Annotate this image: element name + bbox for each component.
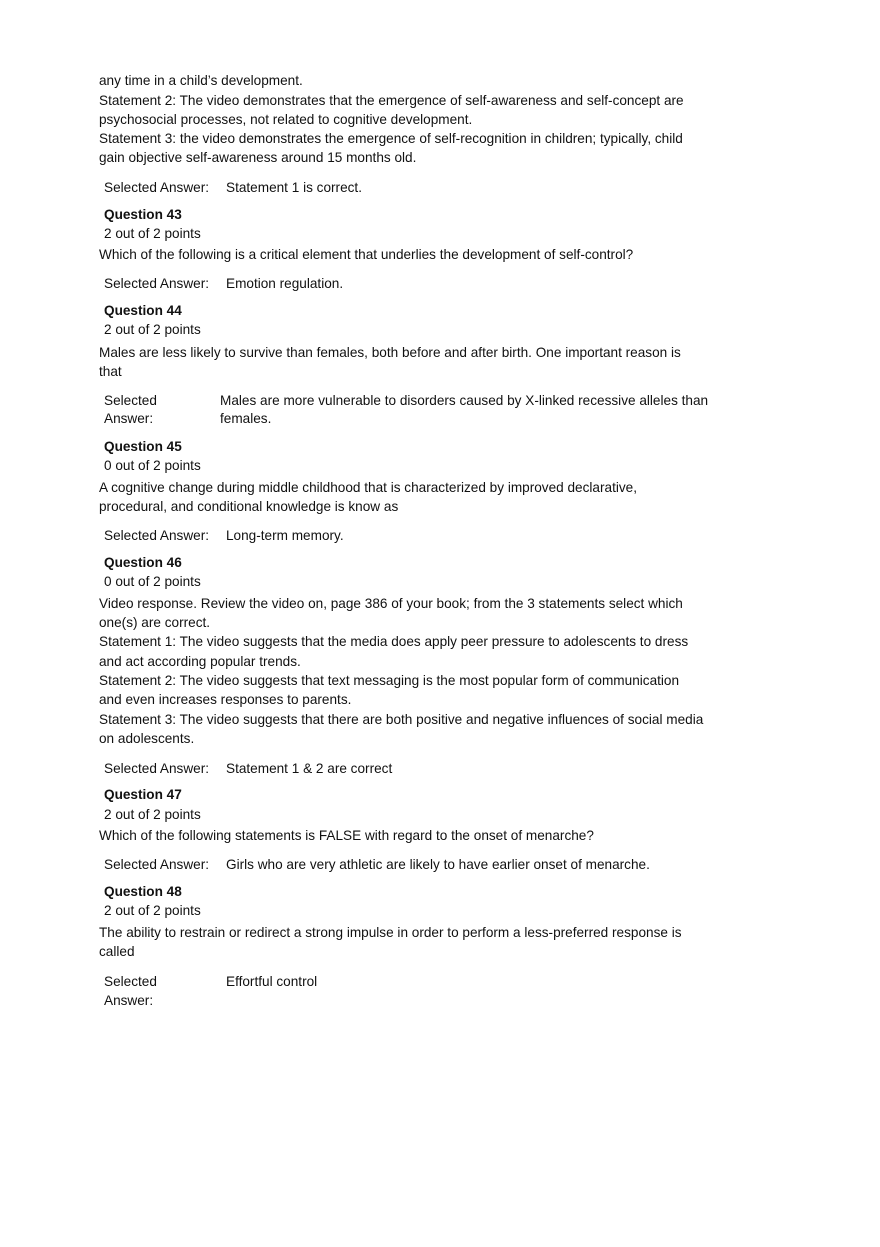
question-title: Question 46 xyxy=(104,555,182,570)
selected-answer-value: Girls who are very athletic are likely to have earlier onset of menarche. xyxy=(226,857,650,872)
selected-answer-value: Males are more vulnerable to disorders caused by X-linked recessive alleles than xyxy=(220,393,709,408)
selected-answer-label: Selected Answer: xyxy=(104,857,210,872)
statement-text: any time in a child’s development. xyxy=(99,73,303,88)
question-text: The ability to restrain or redirect a strong impulse in order to perform a less-preferred response is xyxy=(99,925,682,940)
statement-text: Statement 2: The video demonstrates that the emergence of self-awareness and self-concept are xyxy=(99,93,684,108)
selected-answer-label: Selected xyxy=(104,393,157,408)
question-points: 2 out of 2 points xyxy=(104,807,201,822)
question-text: Video response. Review the video on, page 386 of your book; from the 3 statements select which xyxy=(99,596,683,611)
question-text: Statement 3: The video suggests that there are both positive and negative influences of social media xyxy=(99,712,704,727)
statement-text: gain objective self-awareness around 15 months old. xyxy=(99,150,417,165)
question-text: Which of the following statements is FALSE with regard to the onset of menarche? xyxy=(99,828,594,843)
question-text: Statement 1: The video suggests that the media does apply peer pressure to adolescents to dress xyxy=(99,634,689,649)
question-text: on adolescents. xyxy=(99,731,195,746)
statement-text: psychosocial processes, not related to cognitive development. xyxy=(99,112,473,127)
question-text: Males are less likely to survive than females, both before and after birth. One important reason is xyxy=(99,345,681,360)
selected-answer-value: Statement 1 is correct. xyxy=(226,180,362,195)
question-text: and even increases responses to parents. xyxy=(99,692,352,707)
question-title: Question 45 xyxy=(104,439,182,454)
selected-answer-value: Effortful control xyxy=(226,974,318,989)
question-text: called xyxy=(99,944,135,959)
question-points: 0 out of 2 points xyxy=(104,574,201,589)
question-points: 2 out of 2 points xyxy=(104,322,201,337)
question-text: procedural, and conditional knowledge is know as xyxy=(99,499,399,514)
question-text: that xyxy=(99,364,122,379)
question-title: Question 48 xyxy=(104,884,182,899)
question-title: Question 47 xyxy=(104,787,182,802)
selected-answer-label: Selected Answer: xyxy=(104,180,210,195)
question-points: 2 out of 2 points xyxy=(104,226,201,241)
selected-answer-label: Selected xyxy=(104,974,157,989)
selected-answer-label: Selected Answer: xyxy=(104,276,210,291)
selected-answer-label: Answer: xyxy=(104,993,154,1008)
question-points: 0 out of 2 points xyxy=(104,458,201,473)
selected-answer-label: Selected Answer: xyxy=(104,761,210,776)
question-points: 2 out of 2 points xyxy=(104,903,201,918)
question-text: and act according popular trends. xyxy=(99,654,301,669)
question-text: A cognitive change during middle childhood that is characterized by improved declarative, xyxy=(99,480,638,495)
selected-answer-label: Selected Answer: xyxy=(104,528,210,543)
question-title: Question 44 xyxy=(104,303,182,318)
selected-answer-value: females. xyxy=(220,411,272,426)
selected-answer-value: Emotion regulation. xyxy=(226,276,344,291)
selected-answer-label: Answer: xyxy=(104,411,154,426)
question-text: Which of the following is a critical element that underlies the development of self-control? xyxy=(99,247,634,262)
selected-answer-value: Statement 1 & 2 are correct xyxy=(226,761,393,776)
question-text: Statement 2: The video suggests that text messaging is the most popular form of communication xyxy=(99,673,680,688)
selected-answer-value: Long-term memory. xyxy=(226,528,344,543)
question-title: Question 43 xyxy=(104,207,182,222)
question-text: one(s) are correct. xyxy=(99,615,211,630)
statement-text: Statement 3: the video demonstrates the emergence of self-recognition in children; typically, child xyxy=(99,131,683,146)
